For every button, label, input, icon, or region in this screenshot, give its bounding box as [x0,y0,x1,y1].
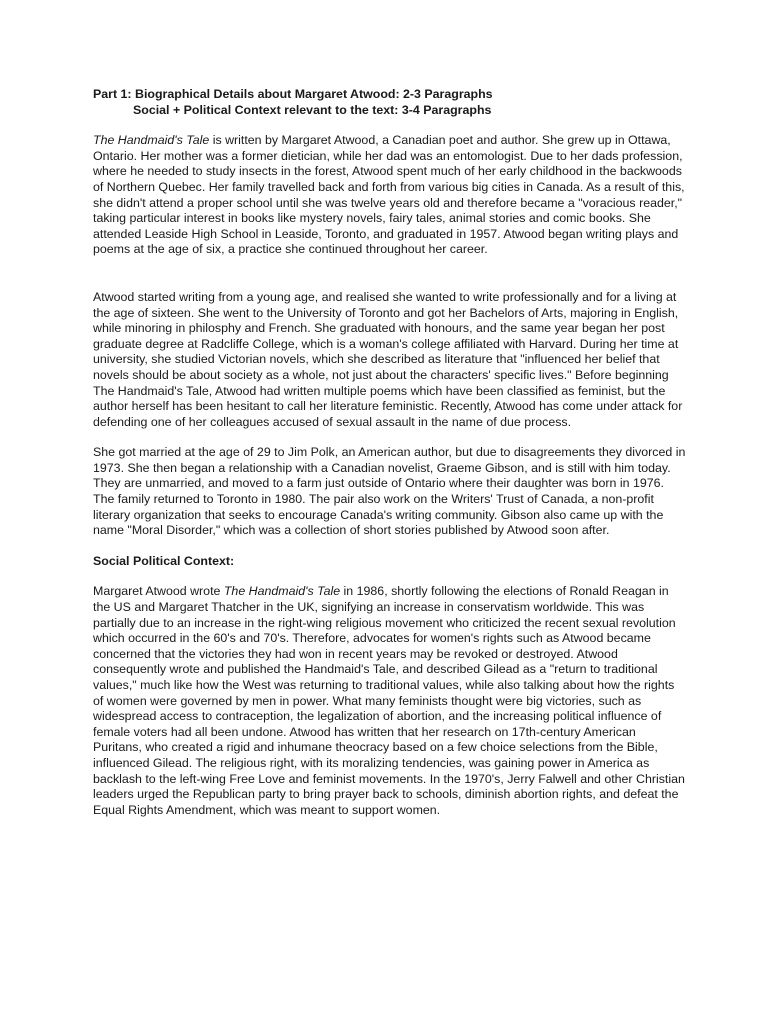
paragraph-text: is written by Margaret Atwood, a Canadian poet and author. She grew up in Ottawa, Ontario. Her mother was a former dietician, while her dad was an entomologist. Due to her dads profession, where he needed to study insects in the forest, Atwood spent much of her early childhood in the backwoods of Northern Quebec. Her family travelled back and forth from various big cities in Canada. As a result of this, she didn't attend a proper school until she was twelve years old and therefore became a "voracious reader," taking particular interest in books like mystery novels, fairy tales, animal stories and comic books. She attended Leaside High School in Leaside, Toronto, and graduated in 1957. Atwood began writing plays and poems at the age of six, a practice she continued throughout her career. [93,133,685,257]
section-title-social-political: Social Political Context: [93,553,235,568]
paragraph-biography-3: She got married at the age of 29 to Jim Polk, an American author, but due to disagreements they divorced in 1973. She then began a relationship with a Canadian novelist, Graeme Gibson, and is still with him today. They are unmarried, and moved to a farm just outside of Ontario where their daughter was born in 1976. The family returned to Toronto in 1980. The pair also work on the Writers' Trust of Canada, a non-profit literary organization that seeks to encourage Canada's writing community. Gibson also came up with the name "Moral Disorder," which was a collection of short stories published by Atwood soon after. [93,445,686,538]
paragraph-biography-1 [93,133,688,258]
paragraph-text-before: Margaret Atwood wrote [93,584,224,599]
book-title: The Handmaid's Tale [93,133,210,148]
paragraph-text-after: in 1986, shortly following the elections of Ronald Reagan in the US and Margaret Thatcher in the UK, signifying an increase in conservatism worldwide. This was partially due to an increase in the right-wing religious movement who criticized the recent sexual revolution which occurred in the 60's and 70's. Therefore, advocates for women's rights such as Atwood became concerned that the victories they had won in recent years may be revoked or destroyed. Atwood consequently wrote and published the Handmaid's Tale, and described Gilead as a "return to traditional values," much like how the West was returning to traditional values, while also talking about how the rights of women were governed by men in power. What many feminists thought were big victories, such as widespread access to contraception, the legalization of abortion, and the increasing political influence of female voters had all been undone. Atwood has written that her research on 17th-century American Puritans, who created a rigid and inhumane theocracy based on a few choice selections from the Bible, influenced Gilead. The religious right, with its moralizing tendencies, was gaining power in America as backlash to the left-wing Free Love and feminist movements. In the 1970's, Jerry Falwell and other Christian leaders urged the Republican party to bring prayer back to schools, diminish abortion rights, and defeat the Equal Rights Amendment, which was meant to support women. [93,584,685,817]
part1-heading: Part 1: Biographical Details about Margaret Atwood: 2-3 Paragraphs [93,87,493,101]
paragraph-social-political [93,584,688,818]
social-context-heading: Social + Political Context relevant to the text: 3-4 Paragraphs [133,102,492,117]
book-title: The Handmaid's Tale [223,584,341,599]
paragraph-biography-2: Atwood started writing from a young age, and realised she wanted to write professionally and for a living at the age of sixteen. She went to the University of Toronto and got her Bachelors of Arts, majoring in English, while minoring in philosphy and French. She graduated with honours, and the same year began her post graduate degree at Radcliffe College, which is a woman's college affiliated with Harvard. During her time at university, she studied Victorian novels, which she described as literature that "influenced her belief that novels should be about society as a whole, not just about the characters' specific lives." Before beginning The Handmaid's Tale, Atwood had written multiple poems which have been classified as feminist, but the author herself has been hesitant to call her literature feministic. Recently, Atwood has come under attack for defending one of her colleagues accused of sexual assault in the name of due process. [93,289,683,429]
